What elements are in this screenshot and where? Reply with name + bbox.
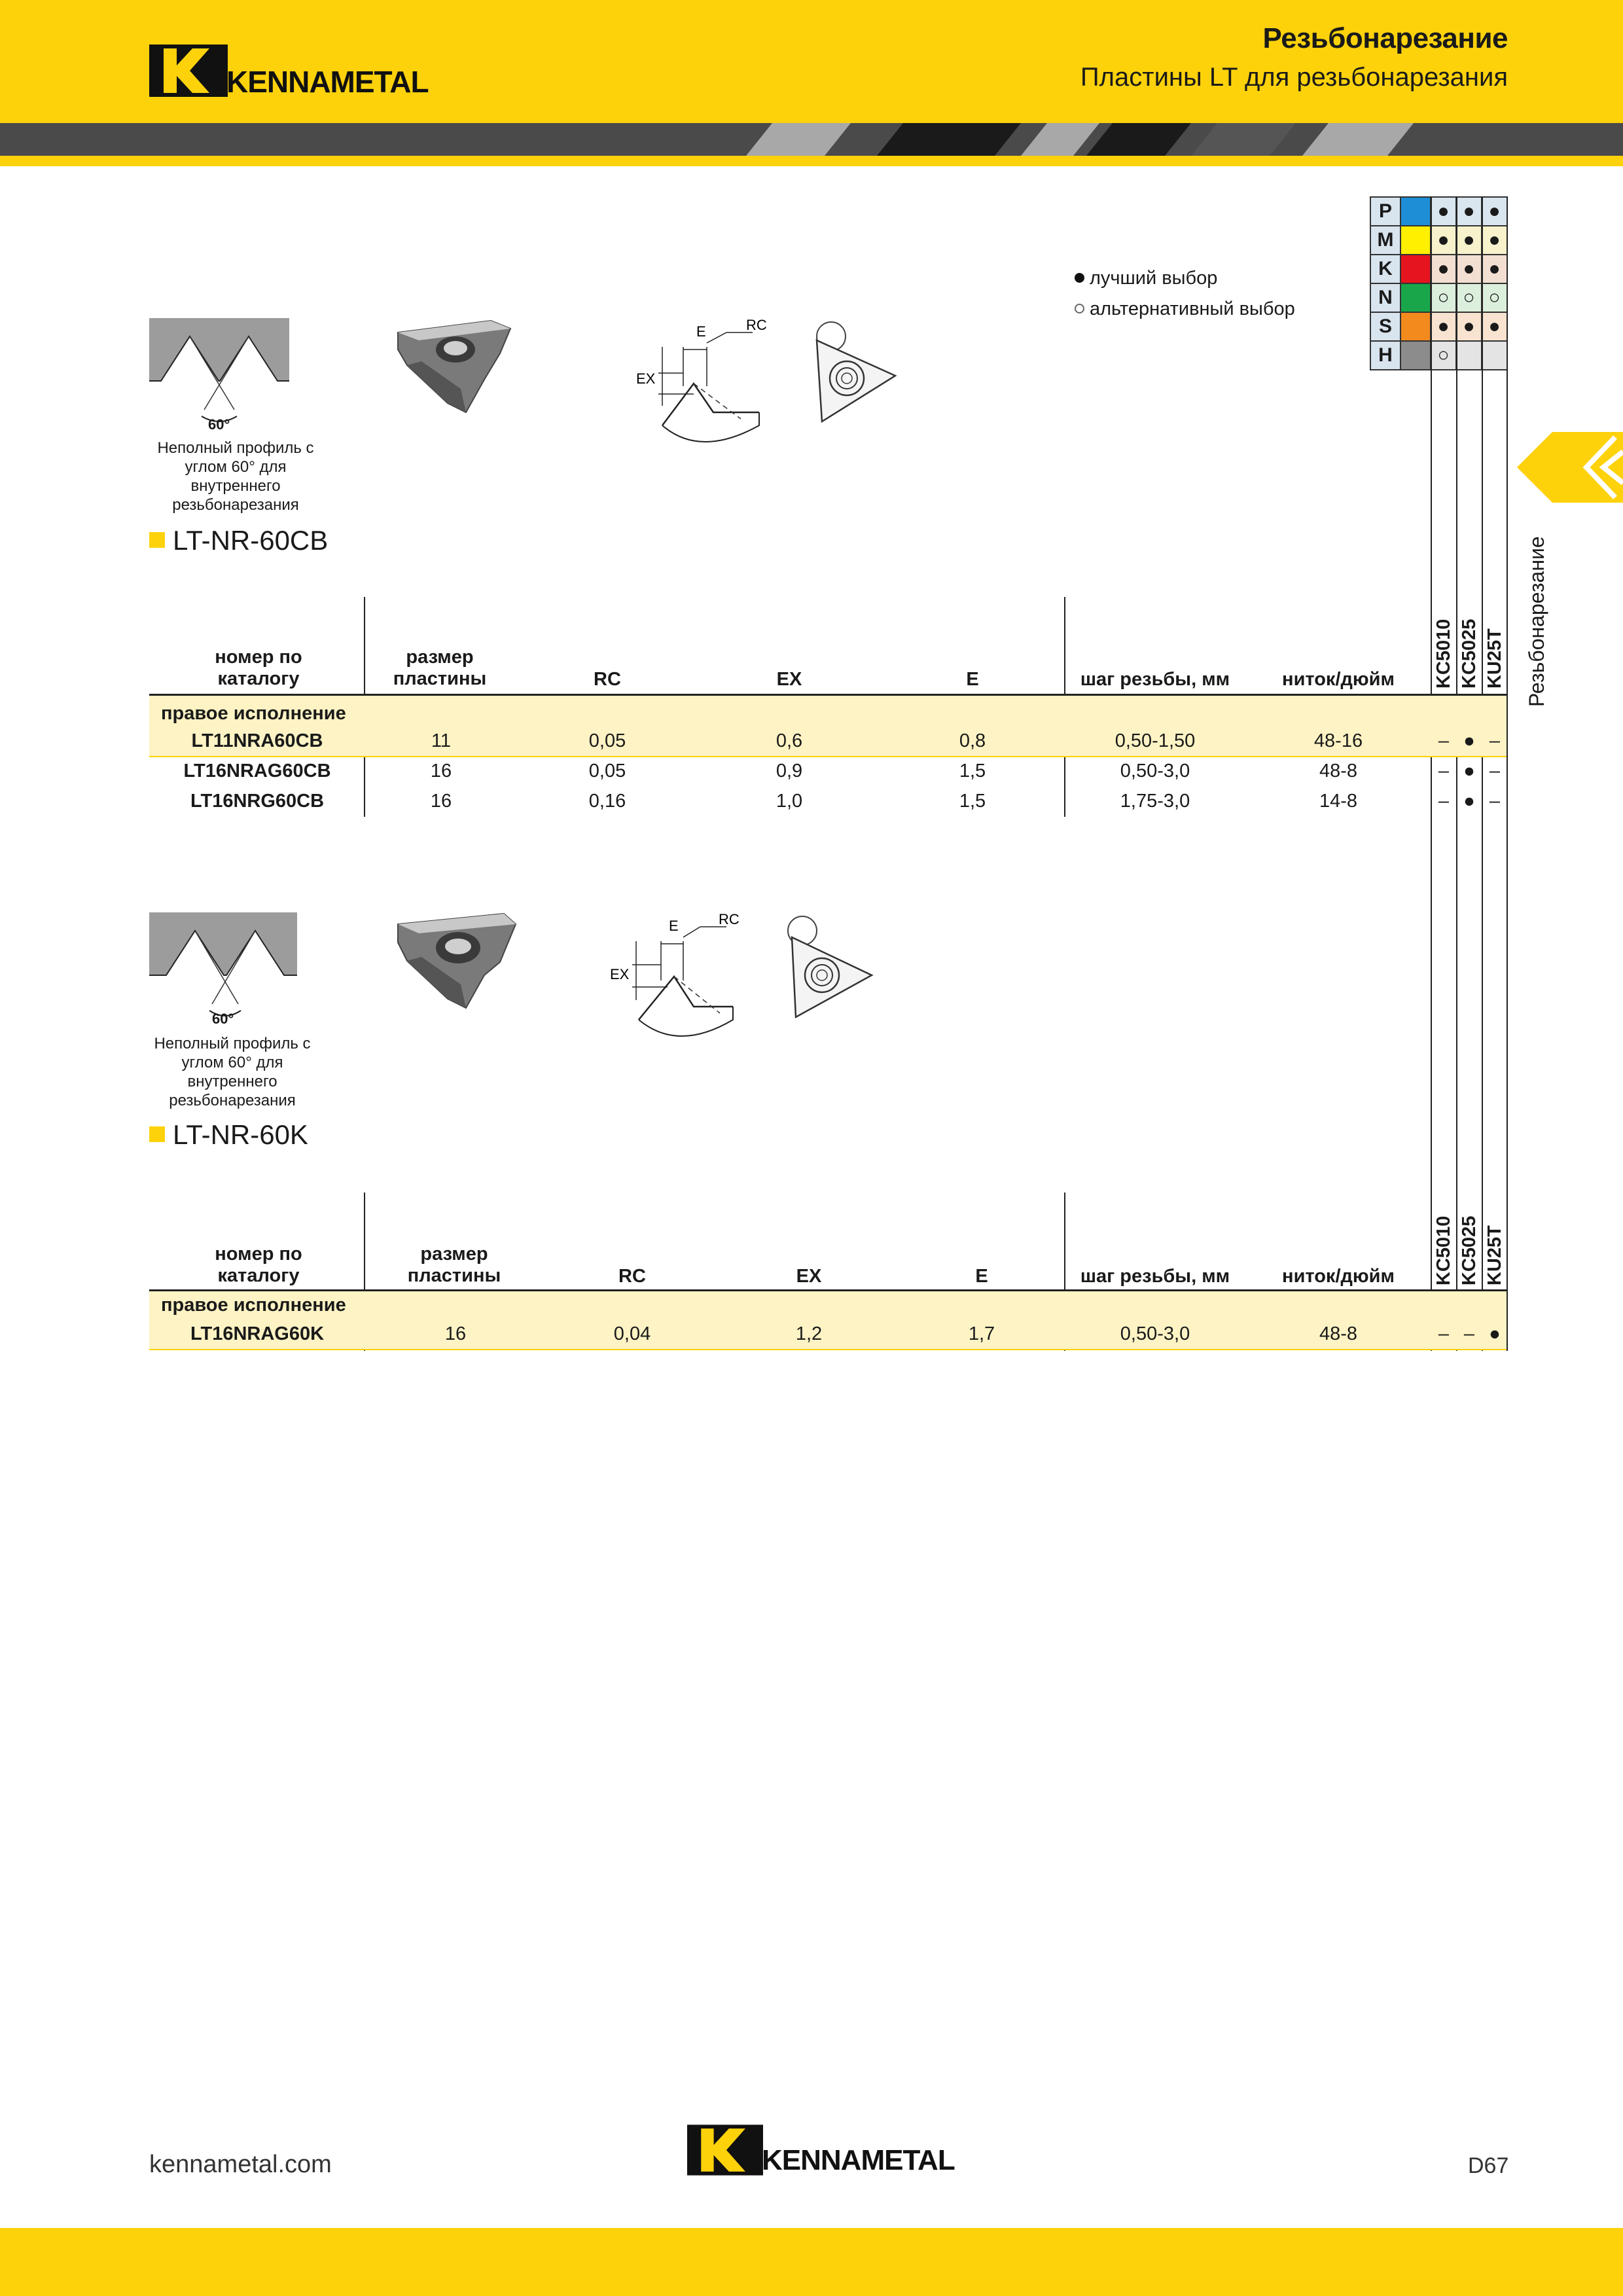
material-color-swatch: [1400, 226, 1431, 255]
grade-mark: –: [1438, 791, 1450, 812]
insert-top-view-drawing: [808, 317, 906, 428]
grade-mark: ●: [1463, 791, 1475, 812]
footer-band: [0, 2228, 1623, 2296]
material-grade-mark: ●: [1482, 226, 1507, 255]
material-color-swatch: [1400, 197, 1431, 226]
material-row: [1370, 341, 1507, 370]
material-row: [1370, 197, 1507, 226]
col-header-rc: RC: [618, 1266, 646, 1287]
material-color-swatch: [1400, 312, 1431, 341]
material-grade-mark: ●: [1482, 255, 1507, 283]
tpi-value: 48-16: [1313, 730, 1363, 751]
col-header-catalog: номер по каталогу: [215, 647, 302, 689]
insert-size: 16: [430, 791, 452, 812]
material-grade-mark: ●: [1456, 312, 1482, 341]
insert-geometry-drawing: [602, 908, 759, 1052]
profile-angle: 60°: [208, 416, 230, 433]
insert-photo: [393, 314, 517, 419]
grade-mark: ●: [1463, 761, 1475, 781]
tpi-value: 48-8: [1319, 761, 1358, 781]
grade-mark: ●: [1463, 730, 1475, 751]
grade-header: KC5010: [1433, 1215, 1454, 1285]
profile-caption: Неполный профиль с углом 60° для внутреннего резьбонарезания: [154, 1035, 311, 1109]
brand-wordmark: KENNAMETAL: [762, 2144, 955, 2176]
material-grade-mark: ○: [1482, 283, 1507, 312]
col-header-size: размер пластины: [407, 1244, 501, 1286]
material-grade-mark: ●: [1456, 226, 1482, 255]
col-header-tpi: ниток/дюйм: [1282, 1266, 1395, 1287]
side-tab-label: Резьбонарезание: [1525, 536, 1548, 707]
material-grade-mark: ●: [1431, 197, 1456, 226]
brand-wordmark: KENNAMETAL: [226, 65, 429, 99]
e-value: 0,8: [959, 730, 986, 751]
material-grade-mark: ●: [1482, 312, 1507, 341]
yellow-square-icon: [149, 1126, 165, 1142]
material-letter: S: [1370, 312, 1400, 341]
col-header-pitch: шаг резьбы, мм: [1080, 1266, 1230, 1287]
col-header-tpi: ниток/дюйм: [1282, 669, 1395, 690]
page-number: D67: [1468, 2153, 1509, 2178]
material-color-swatch: [1400, 283, 1431, 312]
material-row: [1370, 312, 1507, 341]
hollow-dot-icon: [1075, 304, 1084, 314]
tpi-value: 14-8: [1319, 791, 1358, 812]
grade-mark: –: [1438, 1323, 1450, 1344]
section-title: LT-NR-60CB: [149, 525, 328, 556]
page-subtitle: Пластины LT для резьбонарезания: [1080, 63, 1508, 92]
label-e: E: [669, 918, 679, 934]
row-highlight-border: [149, 1349, 1507, 1350]
material-grade-mark: ●: [1431, 226, 1456, 255]
material-letter: M: [1370, 226, 1400, 255]
side-tab-arrow-icon: [1517, 432, 1623, 503]
material-letter: K: [1370, 255, 1400, 283]
label-rc: RC: [746, 317, 767, 333]
grade-mark: ●: [1489, 1323, 1501, 1344]
label-ex: EX: [636, 370, 656, 387]
insert-geometry-drawing: [628, 314, 785, 458]
material-color-swatch: [1400, 341, 1431, 370]
material-grade-mark: ○: [1431, 341, 1456, 370]
col-header-pitch: шаг резьбы, мм: [1080, 669, 1230, 690]
material-letter: N: [1370, 283, 1400, 312]
material-row: [1370, 226, 1507, 255]
material-row: [1370, 283, 1507, 312]
legend-best: лучший выбор: [1075, 263, 1295, 294]
label-e: E: [696, 323, 706, 340]
label-rc: RC: [719, 911, 740, 927]
row-highlight-border: [149, 756, 1507, 757]
profile-caption: Неполный профиль с углом 60° для внутреннего резьбонарезания: [157, 439, 314, 514]
insert-size: 16: [444, 1323, 467, 1344]
material-color-swatch: [1400, 255, 1431, 283]
grade-mark: –: [1489, 761, 1501, 781]
e-value: 1,5: [959, 761, 986, 781]
col-header-rc: RC: [594, 669, 621, 690]
pitch-value: 0,50-3,0: [1120, 1323, 1190, 1344]
material-grade-mark: ●: [1456, 255, 1482, 283]
material-table: [1370, 196, 1508, 370]
col-header-ex: EX: [776, 669, 802, 690]
legend-alt: альтернативный выбор: [1075, 294, 1295, 325]
group-label: правое исполнение: [161, 703, 346, 724]
kennametal-logo: [687, 2125, 962, 2179]
grade-header: KC5025: [1459, 619, 1480, 689]
material-row: [1370, 255, 1507, 283]
group-label: правое исполнение: [161, 1295, 346, 1316]
kennametal-k-icon: [149, 45, 228, 97]
label-ex: EX: [610, 966, 630, 982]
col-header-e: E: [975, 1266, 988, 1287]
material-grade-mark: [1456, 341, 1482, 370]
profile-angle: 60°: [212, 1011, 234, 1027]
material-grade-mark: ●: [1482, 197, 1507, 226]
grade-mark: –: [1489, 791, 1501, 812]
kennametal-logo: [149, 45, 429, 99]
section-title: LT-NR-60K: [149, 1119, 308, 1151]
catalog-number: LT16NRG60CB: [190, 791, 325, 812]
e-value: 1,5: [959, 791, 986, 812]
grade-header: KC5025: [1459, 1215, 1480, 1285]
catalog-number: LT11NRA60CB: [191, 730, 323, 751]
ex-value: 0,9: [776, 761, 803, 781]
catalog-number: LT16NRAG60CB: [183, 761, 331, 781]
grade-mark: –: [1438, 761, 1450, 781]
material-letter: H: [1370, 341, 1400, 370]
material-grade-mark: ●: [1456, 197, 1482, 226]
ex-value: 0,6: [776, 730, 803, 751]
grade-header: KU25T: [1484, 1225, 1505, 1285]
material-grade-mark: ○: [1431, 283, 1456, 312]
pitch-value: 0,50-1,50: [1115, 730, 1196, 751]
grade-mark: –: [1489, 730, 1501, 751]
yellow-square-icon: [149, 532, 165, 548]
material-grade-mark: ○: [1456, 283, 1482, 312]
grade-mark: –: [1463, 1323, 1475, 1344]
col-header-catalog: номер по каталогу: [215, 1244, 302, 1286]
insert-size: 16: [430, 761, 452, 781]
col-header-e: E: [966, 669, 979, 690]
insert-photo: [393, 910, 517, 1014]
ex-value: 1,2: [795, 1323, 823, 1344]
filled-dot-icon: [1075, 273, 1084, 283]
col-header-size: размер пластины: [393, 647, 487, 689]
rc-value: 0,04: [613, 1323, 651, 1344]
pitch-value: 0,50-3,0: [1120, 761, 1190, 781]
grade-header: KU25T: [1484, 628, 1505, 689]
ex-value: 1,0: [776, 791, 803, 812]
kennametal-k-icon: [687, 2125, 763, 2176]
legend: [1075, 263, 1295, 325]
page-title: Резьбонарезание: [1262, 22, 1508, 54]
grade-mark: –: [1438, 730, 1450, 751]
e-value: 1,7: [968, 1323, 995, 1344]
material-grade-mark: ●: [1431, 255, 1456, 283]
rc-value: 0,16: [588, 791, 626, 812]
insert-size: 11: [431, 730, 452, 751]
catalog-number: LT16NRAG60K: [190, 1323, 325, 1344]
pitch-value: 1,75-3,0: [1120, 791, 1190, 812]
material-grade-mark: [1482, 341, 1507, 370]
material-letter: P: [1370, 197, 1400, 226]
header-stripe: [0, 123, 1623, 156]
material-grade-mark: ●: [1431, 312, 1456, 341]
col-header-ex: EX: [796, 1266, 822, 1287]
grade-header: KC5010: [1433, 619, 1454, 689]
rc-value: 0,05: [588, 761, 626, 781]
rc-value: 0,05: [588, 730, 626, 751]
insert-top-view-drawing: [783, 911, 881, 1022]
footer-url[interactable]: kennametal.com: [149, 2151, 332, 2178]
header-yellow-rule: [0, 156, 1623, 166]
tpi-value: 48-8: [1319, 1323, 1358, 1344]
